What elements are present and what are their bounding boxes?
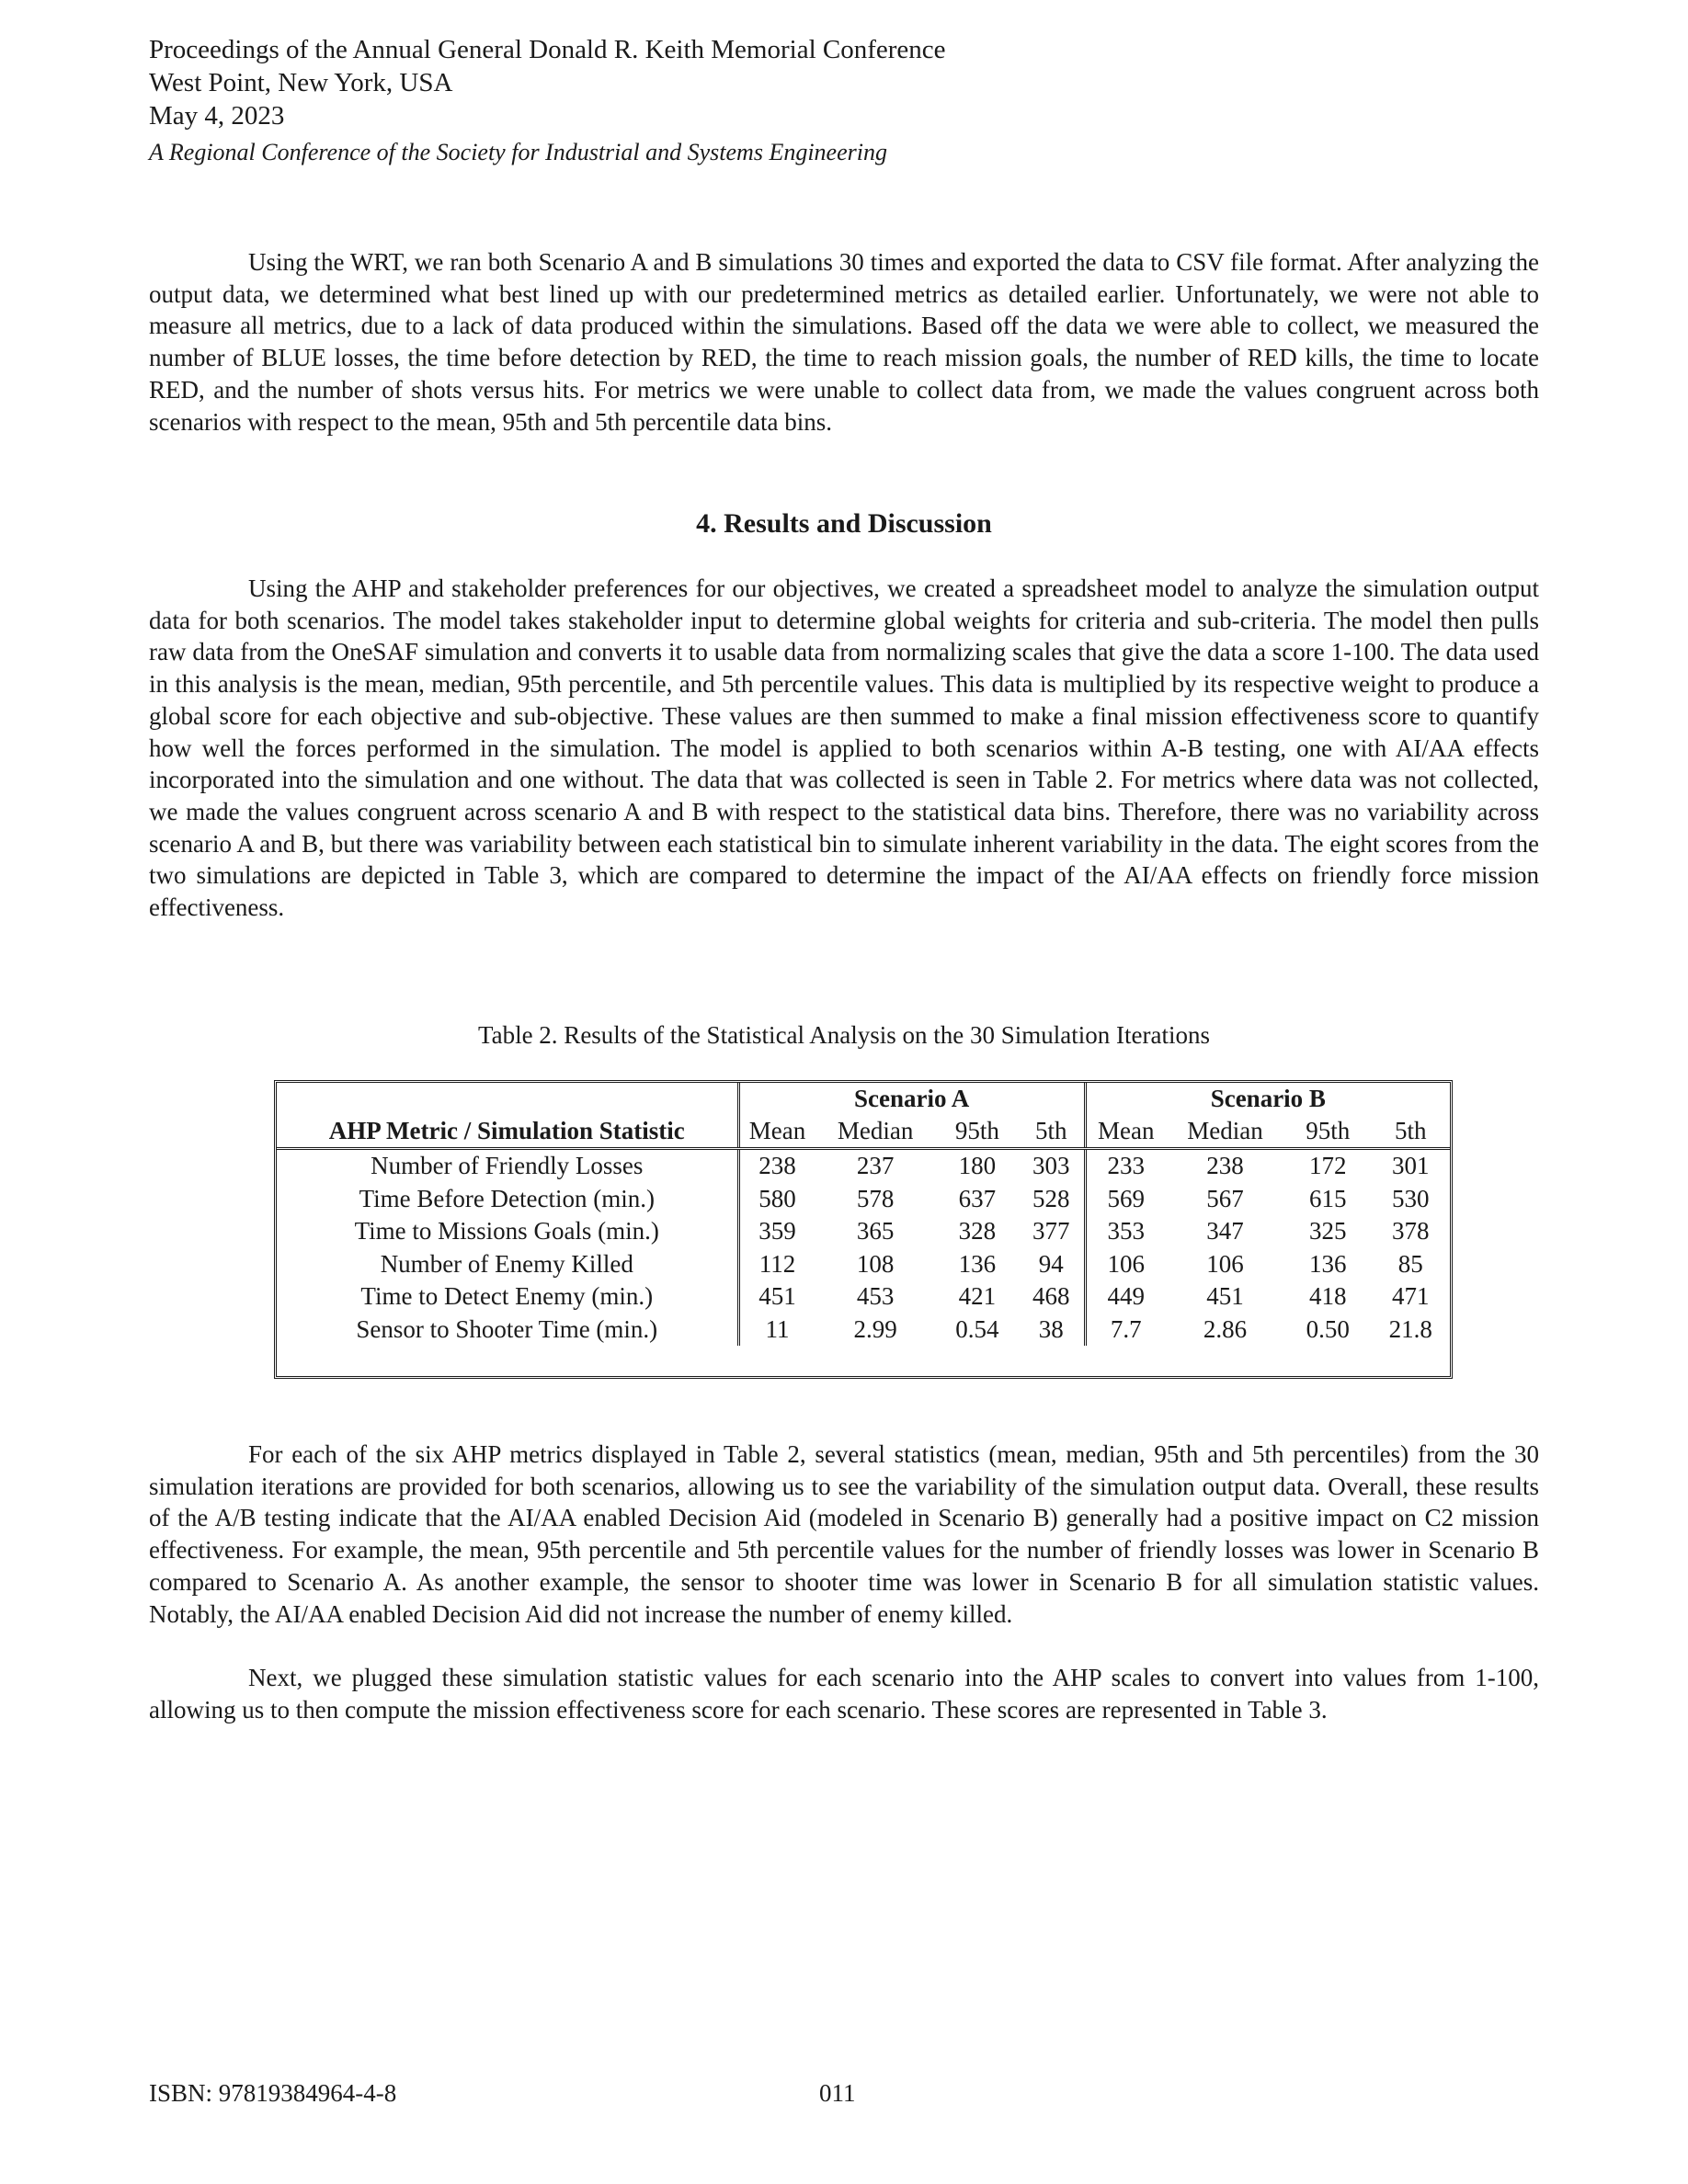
cell-a-5th: 528 <box>1032 1184 1070 1212</box>
metric-column-header: AHP Metric / Simulation Statistic <box>277 1114 738 1149</box>
cell-a-95th: 637 <box>958 1184 997 1212</box>
metric-name: Sensor to Shooter Time (min.) <box>356 1314 658 1343</box>
cell-b-95th: 136 <box>1309 1249 1347 1278</box>
stat-header-b-95th: 95th <box>1284 1114 1371 1149</box>
metric-name: Time to Missions Goals (min.) <box>354 1217 659 1245</box>
header-proceedings: Proceedings of the Annual General Donald R. Keith Memorial Conference <box>149 35 946 64</box>
footer-isbn: ISBN: 97819384964-4-8 <box>149 2079 397 2107</box>
cell-a-5th: 94 <box>1038 1249 1064 1278</box>
cell-a-mean: 112 <box>738 1248 815 1281</box>
section-heading: 4. Results and Discussion <box>696 508 992 539</box>
cell-b-95th: 172 <box>1309 1152 1347 1179</box>
stat-header-a-95th: 95th <box>936 1114 1019 1149</box>
metric-name: Number of Enemy Killed <box>380 1249 633 1278</box>
cell-a-median: 237 <box>856 1152 895 1179</box>
cell-a-median: 108 <box>856 1249 895 1278</box>
paragraph-ahp-scales <box>149 1662 1539 1725</box>
cell-b-mean: 106 <box>1085 1248 1166 1281</box>
cell-b-5th: 85 <box>1397 1249 1423 1278</box>
page-number: 011 <box>819 2079 856 2107</box>
cell-b-5th: 21.8 <box>1388 1314 1432 1343</box>
cell-b-median: 106 <box>1206 1249 1244 1278</box>
stat-header-b-5th: 5th <box>1371 1114 1450 1149</box>
metric-name: Time to Detect Enemy (min.) <box>360 1282 654 1310</box>
conference-header <box>149 33 946 169</box>
cell-b-mean: 7.7 <box>1085 1314 1166 1347</box>
cell-b-95th: 0.50 <box>1306 1314 1350 1343</box>
table-row <box>277 1314 1450 1347</box>
table-row <box>277 1183 1450 1216</box>
cell-a-95th: 421 <box>958 1282 997 1310</box>
cell-a-5th: 38 <box>1038 1314 1064 1343</box>
cell-b-mean: 233 <box>1085 1149 1166 1183</box>
cell-b-5th: 530 <box>1391 1184 1430 1212</box>
table-caption: Table 2. Results of the Statistical Analysis on the 30 Simulation Iterations <box>477 1021 1210 1049</box>
cell-a-mean: 580 <box>738 1183 815 1216</box>
table-row <box>277 1215 1450 1248</box>
results-table-frame <box>274 1080 1453 1379</box>
table-row <box>277 1149 1450 1183</box>
paragraph-text: Using the WRT, we ran both Scenario A and B simulations 30 times and exported the data to CSV file format. After analyzing the output data, we determined what best lined up with our predetermined metrics as detailed earlier. Unfortunately, we were not able to measure all metrics, due to a lack of data produced within the simulations. Based off the data we were able to collect, we measured the number of BLUE losses, the time before detection by RED, the time to reach mission goals, the number of RED kills, the time to locate RED, and the number of shots versus hits. For metrics we were unable to collect data from, we made the values congruent across both scenarios with respect to the mean, 95th and 5th percentile data bins. <box>149 248 1539 436</box>
cell-a-median: 578 <box>856 1184 895 1212</box>
table-row <box>277 1280 1450 1314</box>
cell-a-median: 2.99 <box>853 1314 897 1343</box>
stat-header-a-median: Median <box>815 1114 936 1149</box>
header-location: West Point, New York, USA <box>149 68 453 97</box>
cell-a-5th: 377 <box>1032 1217 1070 1245</box>
paragraph-text: Using the AHP and stakeholder preferences for our objectives, we created a spreadsheet model to analyze the simulation output data for both scenarios. The model takes stakeholder input to determine global weights for criteria and sub-criteria. The model then pulls raw data from the OneSAF simulation and converts it to usable data from normalizing scales that give the data a score 1-100. The data used in this analysis is the mean, median, 95th percentile, and 5th percentile values. This data is multiplied by its respective weight to produce a global score for each objective and sub-objective. These values are then summed to make a final mission effectiveness score to quantify how well the forces performed in the simulation. The model is applied to both scenarios within A-B testing, one with AI/AA effects incorporated into the simulation and one without. The data that was collected is seen in Table 2. For metrics where data was not collected, we made the values congruent across scenario A and B with respect to the statistical data bins. Therefore, there was no variability across scenario A and B, but there was variability between each statistical bin to simulate inherent variability in the data. The eight scores from the two simulations are depicted in Table 3, which are compared to determine the impact of the AI/AA effects on friendly force mission effectiveness. <box>149 574 1539 922</box>
cell-b-5th: 471 <box>1391 1282 1430 1310</box>
results-table <box>277 1083 1450 1346</box>
cell-a-95th: 0.54 <box>955 1314 999 1343</box>
cell-a-mean: 238 <box>738 1149 815 1183</box>
cell-b-median: 567 <box>1206 1184 1244 1212</box>
cell-a-mean: 359 <box>738 1215 815 1248</box>
cell-a-95th: 328 <box>958 1217 997 1245</box>
cell-b-95th: 418 <box>1309 1282 1347 1310</box>
cell-b-95th: 325 <box>1309 1217 1347 1245</box>
metric-name: Number of Friendly Losses <box>371 1152 644 1179</box>
cell-a-median: 453 <box>856 1282 895 1310</box>
stat-header-a-5th: 5th <box>1019 1114 1085 1149</box>
header-society: A Regional Conference of the Society for Industrial and Systems Engineering <box>149 139 887 165</box>
cell-b-median: 451 <box>1206 1282 1244 1310</box>
cell-b-mean: 353 <box>1085 1215 1166 1248</box>
metric-name: Time Before Detection (min.) <box>359 1184 655 1212</box>
cell-b-mean: 569 <box>1085 1183 1166 1216</box>
cell-a-5th: 468 <box>1032 1282 1070 1310</box>
cell-b-median: 2.86 <box>1203 1314 1248 1343</box>
paragraph-text: Next, we plugged these simulation statistic values for each scenario into the AHP scales to convert into values from 1-100, allowing us to then compute the mission effectiveness score for each scenario. These scores are represented in Table 3. <box>149 1664 1539 1723</box>
paragraph-wrt-simulations <box>149 246 1539 438</box>
table-header-blank <box>277 1083 738 1114</box>
stat-header-b-mean: Mean <box>1085 1114 1166 1149</box>
cell-b-median: 238 <box>1206 1152 1244 1179</box>
table-row <box>277 1248 1450 1281</box>
scenario-b-header: Scenario B <box>1085 1083 1450 1114</box>
cell-a-5th: 303 <box>1032 1152 1070 1179</box>
cell-b-5th: 301 <box>1391 1152 1430 1179</box>
paragraph-table2-discussion <box>149 1439 1539 1630</box>
cell-a-mean: 451 <box>738 1280 815 1314</box>
cell-b-95th: 615 <box>1309 1184 1347 1212</box>
paragraph-ahp-model <box>149 573 1539 924</box>
paragraph-text: For each of the six AHP metrics displayed in Table 2, several statistics (mean, median, 95th and 5th percentiles) from the 30 simulation iterations are provided for both scenarios, allowing us to see the variability of the simulation output data. Overall, these results of the A/B testing indicate that the AI/AA enabled Decision Aid (modeled in Scenario B) generally had a positive impact on C2 mission effectiveness. For example, the mean, 95th percentile and 5th percentile values for the number of friendly losses was lower in Scenario B compared to Scenario A. As another example, the sensor to shooter time was lower in Scenario B for all simulation statistic values. Notably, the AI/AA enabled Decision Aid did not increase the number of enemy killed. <box>149 1440 1539 1628</box>
header-date: May 4, 2023 <box>149 101 285 131</box>
cell-a-mean: 11 <box>738 1314 815 1347</box>
stat-header-a-mean: Mean <box>738 1114 815 1149</box>
cell-a-median: 365 <box>856 1217 895 1245</box>
stat-header-b-median: Median <box>1166 1114 1284 1149</box>
cell-b-5th: 378 <box>1391 1217 1430 1245</box>
cell-b-mean: 449 <box>1085 1280 1166 1314</box>
scenario-a-header: Scenario A <box>738 1083 1085 1114</box>
cell-b-median: 347 <box>1206 1217 1244 1245</box>
cell-a-95th: 180 <box>958 1152 997 1179</box>
cell-a-95th: 136 <box>958 1249 997 1278</box>
